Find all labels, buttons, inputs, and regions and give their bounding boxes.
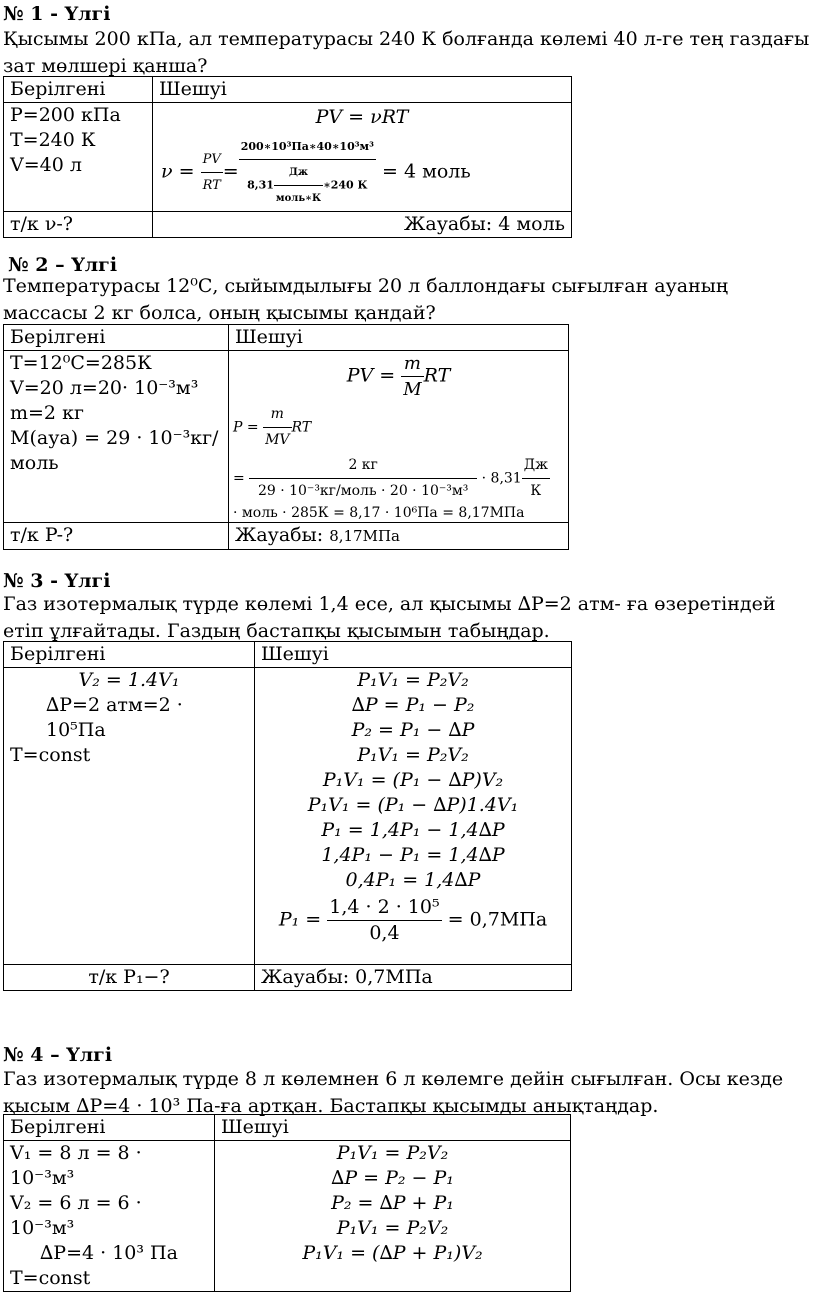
- given-line: T=const: [10, 1267, 91, 1289]
- equation: · моль · 285К = 8,17 · 10⁶Па = 8,17МПа: [233, 505, 525, 521]
- solution-cell: [153, 103, 572, 212]
- solution-cell: [255, 668, 572, 965]
- given-line: T=const: [10, 744, 91, 766]
- example-3-problem: Газ изотермалық түрде көлемі 1,4 есе, ал қысымы ∆P=2 атм- ға өзеретіндей етіп ұлғайтады. Газдың бастапқы қысымын табыңдар.: [3, 593, 776, 642]
- example-2-table: [3, 324, 569, 550]
- given-line: T=12⁰С=285К: [10, 352, 152, 374]
- solution-step: ∆P = P₁ − P₂: [351, 694, 475, 716]
- given-line: V₁ = 8 л = 8 · 10⁻³м³: [10, 1142, 142, 1189]
- solution-step: 0,4P₁ = 1,4∆P: [345, 869, 481, 891]
- example-1-table: [3, 76, 572, 238]
- given-cell: [4, 351, 229, 523]
- example-4-title: № 4 – Үлгі: [3, 1044, 113, 1066]
- given-cell: [4, 1141, 215, 1292]
- given-line: T=240 К: [10, 129, 96, 151]
- example-1-title: № 1 - Үлгі: [3, 3, 111, 25]
- find-cell: т/к P₁−?: [4, 965, 255, 991]
- solution-step: P₁V₁ = P₂V₂: [357, 669, 469, 691]
- header-solution: Шешуі: [229, 325, 569, 351]
- solution-step: P₁V₁ = (∆P + P₁)V₂: [302, 1242, 483, 1264]
- solution-step: ∆P = P₂ − P₁: [331, 1167, 454, 1189]
- solution-cell: [229, 351, 569, 523]
- given-cell: [4, 668, 255, 965]
- solution-final: P₁ = $\frac{\text{1,4 · 2 · 10⁵}}{0,4}$ = 0,7МПа: [278, 896, 548, 944]
- solution-step: P₁ = 1,4P₁ − 1,4∆P: [321, 819, 505, 841]
- given-line: M(ауа) = 29 · 10⁻³кг/: [10, 427, 219, 449]
- equation: PV = $\frac{m}{M}$ RT: [346, 353, 451, 400]
- solution-step: 1,4P₁ − P₁ = 1,4∆P: [321, 844, 505, 866]
- given-line: моль: [10, 452, 59, 474]
- solution-step: P₁V₁ = (P₁ − ∆P)1.4V₁: [307, 794, 519, 816]
- equation: ν = $\frac{PV}{RT}$ = 200∗10³Па∗40∗10³м³ 8,31 $\frac{Дж}{\text{моль∗К}}$ ∗240 К = 4 моль: [159, 134, 565, 211]
- equation: = $\frac{2 кг}{\text{29 · 10⁻³кг/моль · 20 · 10⁻³м³}}$ · 8,31 $\frac{Дж}{К}$: [233, 453, 564, 504]
- header-given: Берілгені: [4, 1115, 215, 1141]
- solution-step: P₁V₁ = (P₁ − ∆P)V₂: [322, 769, 504, 791]
- example-4-table: [3, 1114, 571, 1292]
- given-line: V=20 л=20· 10⁻³м³: [10, 377, 199, 399]
- example-2-problem: Температурасы 12⁰С, сыйымдылығы 20 л баллондағы сығылған ауаның массасы 2 кг болса, оның қысымы қандай?: [3, 275, 729, 324]
- answer-cell: Жауабы: 4 моль: [153, 212, 572, 238]
- example-4-problem: Газ изотермалық түрде 8 л көлемнен 6 л көлемге дейін сығылған. Осы кезде қысым ∆P=4 · 10³ Па-ға артқан. Бастапқы қысымды анықтаңдар.: [3, 1068, 784, 1117]
- find-cell: т/к P-?: [4, 523, 229, 550]
- solution-cell: [215, 1141, 571, 1292]
- example-1-problem: Қысымы 200 кПа, ал температурасы 240 К болғанда көлемі 40 л-ге тең газдағы зат мөлшері қанша?: [3, 28, 810, 77]
- equation: PV = νRT: [315, 106, 409, 128]
- find-cell: т/к ν-?: [4, 212, 153, 238]
- header-solution: Шешуі: [153, 77, 572, 103]
- given-line: m=2 кг: [10, 402, 84, 424]
- given-line: V₂ = 1.4V₁: [78, 669, 180, 691]
- equation: P = $\frac{m}{MV}$ RT: [233, 402, 564, 453]
- given-line: V₂ = 6 л = 6 · 10⁻³м³: [10, 1192, 142, 1239]
- header-solution: Шешуі: [255, 642, 572, 668]
- solution-step: P₂ = ∆P + P₁: [331, 1192, 454, 1214]
- solution-step: P₁V₁ = P₂V₂: [336, 1142, 449, 1164]
- example-3-title: № 3 - Үлгі: [3, 570, 111, 592]
- solution-step: P₁V₁ = P₂V₂: [336, 1217, 449, 1239]
- answer-cell: Жауабы: 0,7МПа: [255, 965, 572, 991]
- solution-step: P₁V₁ = P₂V₂: [357, 744, 469, 766]
- header-given: Берілгені: [4, 642, 255, 668]
- given-line: ∆P=2 атм=2 · 10⁵Па: [46, 694, 183, 741]
- example-2-title: № 2 – Үлгі: [8, 254, 118, 276]
- given-line: V=40 л: [10, 154, 82, 176]
- given-line: ∆P=4 · 10³ Па: [40, 1242, 178, 1264]
- header-solution: Шешуі: [215, 1115, 571, 1141]
- given-line: P=200 кПа: [10, 104, 121, 126]
- given-cell: [4, 103, 153, 212]
- answer-cell: Жауабы: 8,17МПа: [229, 523, 569, 550]
- solution-step: P₂ = P₁ − ∆P: [351, 719, 475, 741]
- example-3-table: [3, 641, 572, 991]
- header-given: Берілгені: [4, 77, 153, 103]
- header-given: Берілгені: [4, 325, 229, 351]
